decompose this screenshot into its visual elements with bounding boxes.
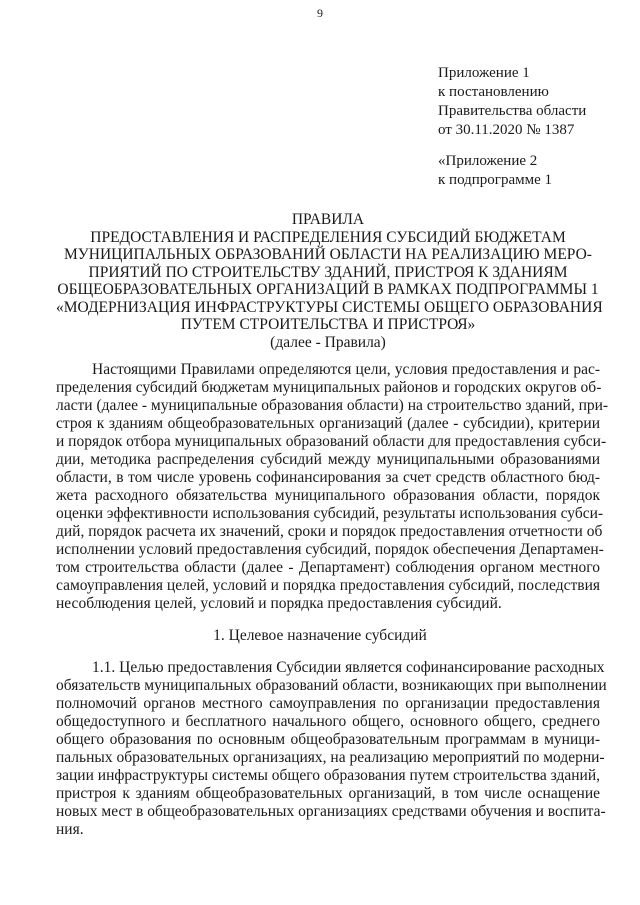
page-number: 9 bbox=[317, 6, 323, 20]
title-line: ПРЕДОСТАВЛЕНИЯ И РАСПРЕДЕЛЕНИЯ СУБСИДИЙ БЮДЖЕТАМ bbox=[90, 228, 566, 246]
paragraph-line: пределения субсидий бюджетам муниципальных районов и городских округов об- bbox=[56, 379, 602, 396]
paragraph-line: несоблюдения целей, условий и порядка предоставления субсидий. bbox=[56, 595, 502, 612]
paragraph-line: полномочий органов местного самоуправления по организации предоставления bbox=[56, 695, 600, 712]
paragraph-line: общего образования по основным общеобразовательным программам в муници- bbox=[56, 731, 600, 748]
section-1-heading: 1. Целевое назначение субсидий bbox=[213, 627, 427, 644]
appendix-1-line: к постановлению bbox=[438, 84, 549, 100]
paragraph-line: самоуправления целей, условий и порядка предоставления субсидий, последствия bbox=[56, 577, 600, 594]
paragraph-line: жета расходного обязательства муниципального образования области, порядок bbox=[56, 487, 600, 504]
paragraph-line: дии, методика распределения субсидий между муниципальными образованиями bbox=[56, 451, 600, 468]
title-line: ОБЩЕОБРАЗОВАТЕЛЬНЫХ ОРГАНИЗАЦИЙ В РАМКАХ ПОДПРОГРАММЫ 1 bbox=[57, 281, 599, 298]
intro-paragraph bbox=[56, 361, 609, 613]
appendix-2-line: к подпрограмме 1 bbox=[438, 172, 552, 188]
title-line: «МОДЕРНИЗАЦИЯ ИНФРАСТРУКТУРЫ СИСТЕМЫ ОБЩЕГО ОБРАЗОВАНИЯ bbox=[56, 298, 603, 316]
appendix-2-line: «Приложение 2 bbox=[438, 153, 538, 169]
title-note: (далее - Правила) bbox=[270, 333, 386, 351]
paragraph-line: общедоступного и бесплатного начального общего, основного общего, среднего bbox=[56, 713, 600, 730]
title-line: ПУТЕМ СТРОИТЕЛЬСТВА И ПРИСТРОЯ» bbox=[180, 316, 476, 333]
paragraph-line: и порядок отбора муниципальных образований области для предоставления субси- bbox=[56, 433, 607, 450]
appendix-2-block bbox=[438, 152, 552, 190]
paragraph-line: пристроя к зданиям общеобразовательных организаций, в том числе оснащение bbox=[56, 785, 600, 802]
paragraph-line: ласти (далее - муниципальные образования области) на строительство зданий, при- bbox=[56, 397, 609, 414]
paragraph-line: новых мест в общеобразовательных организациях средствами обучения и воспита- bbox=[56, 803, 606, 820]
title-line: МУНИЦИПАЛЬНЫХ ОБРАЗОВАНИЙ ОБЛАСТИ НА РЕАЛИЗАЦИЮ МЕРО- bbox=[64, 246, 592, 263]
paragraph-line: области, в том числе уровень софинансирования за счет средств областного бюд- bbox=[56, 469, 600, 486]
paragraph-line: оценки эффективности использования субсидий, результаты использования субси- bbox=[56, 505, 604, 522]
paragraph-line: пальных образовательных организациях, на реализацию мероприятий по модерни- bbox=[56, 749, 605, 766]
paragraph-line: дий, порядок расчета их значений, сроки и порядок предоставления отчетности об bbox=[56, 523, 603, 540]
appendix-1-line: Правительства области bbox=[438, 103, 587, 119]
document-title bbox=[56, 211, 603, 351]
title-heading: ПРАВИЛА bbox=[291, 211, 365, 228]
appendix-1-block bbox=[438, 64, 586, 140]
appendix-1-line: от 30.11.2020 № 1387 bbox=[438, 122, 575, 138]
paragraph-line: Настоящими Правилами определяются цели, условия предоставления и рас- bbox=[92, 361, 600, 378]
title-line: ПРИЯТИЙ ПО СТРОИТЕЛЬСТВУ ЗДАНИЙ, ПРИСТРОЯ К ЗДАНИЯМ bbox=[88, 263, 568, 281]
paragraph-line: 1.1. Целью предоставления Субсидии является софинансирование расходных bbox=[92, 659, 605, 676]
paragraph-line: ния. bbox=[56, 821, 84, 838]
paragraph-line: том строительства области (далее - Департамент) соблюдения органом местного bbox=[56, 559, 600, 576]
paragraph-line: исполнении условий предоставления субсидий, порядок обеспечения Департамен- bbox=[56, 541, 604, 558]
appendix-1-line: Приложение 1 bbox=[438, 65, 530, 81]
section-1-paragraph bbox=[56, 659, 607, 839]
paragraph-line: обязательств муниципальных образований области, возникающих при выполнении bbox=[56, 677, 607, 694]
paragraph-line: зации инфраструктуры системы общего образования путем строительства зданий, bbox=[56, 767, 600, 784]
paragraph-line: строя к зданиям общеобразовательных организаций (далее - субсидии), критерии bbox=[56, 415, 600, 432]
